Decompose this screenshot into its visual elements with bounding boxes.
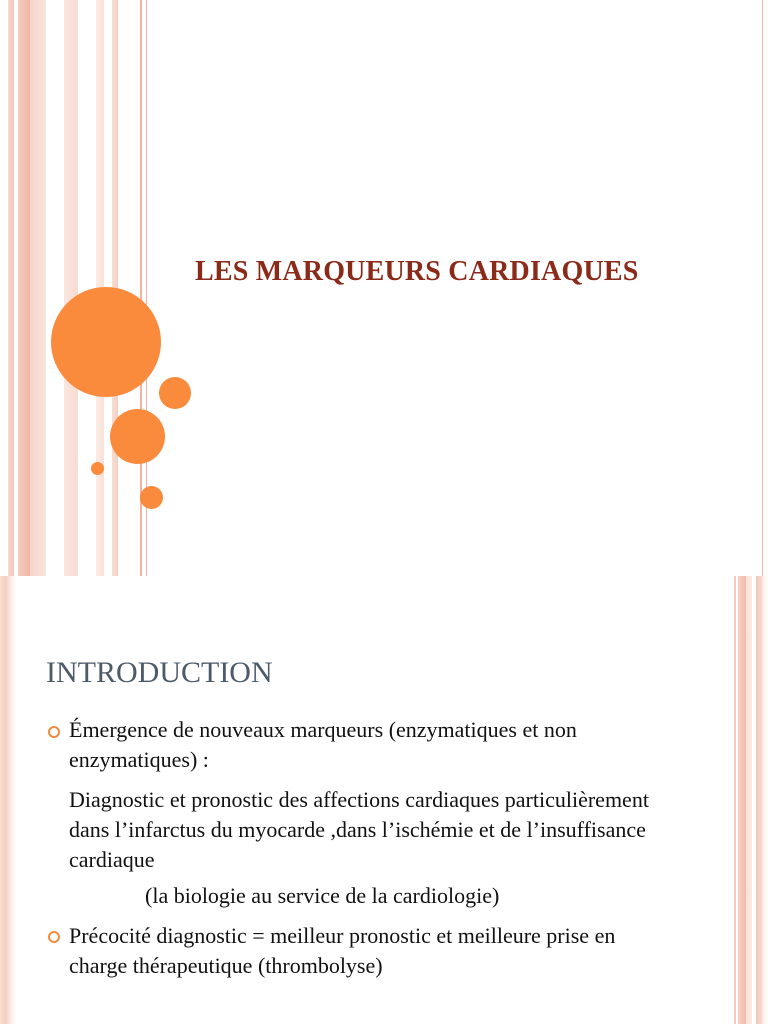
decorative-circle <box>159 377 191 409</box>
decorative-circle <box>140 486 163 509</box>
decorative-circle <box>91 462 104 475</box>
decorative-circle <box>51 287 161 397</box>
slide-introduction <box>0 576 768 1024</box>
slide-title-text: LES MARQUEURS CARDIAQUES <box>195 256 639 287</box>
bullet-icon <box>48 726 60 738</box>
section-title: INTRODUCTION <box>46 656 273 689</box>
decorative-stripes-right <box>732 576 768 1024</box>
bullet-subtext: (la biologie au service de la cardiologie) <box>145 883 500 908</box>
bullet-icon <box>48 931 60 943</box>
decorative-circle <box>110 409 165 464</box>
bullet-text: Émergence de nouveaux marqueurs (enzymatiques et non enzymatiques) : <box>69 717 577 772</box>
decorative-line <box>762 0 763 576</box>
decorative-stripes <box>0 0 150 576</box>
decorative-stripes-left <box>0 576 16 1024</box>
bullet-subtext: Diagnostic et pronostic des affections cardiaques particulièrement dans l’infarctus du myocarde ,dans l’ischémie et de l’insuffisance cardiaque <box>69 787 649 872</box>
bullet-text: Précocité diagnostic = meilleur pronostic et meilleure prise en charge thérapeutique (thrombolyse) <box>69 923 616 978</box>
